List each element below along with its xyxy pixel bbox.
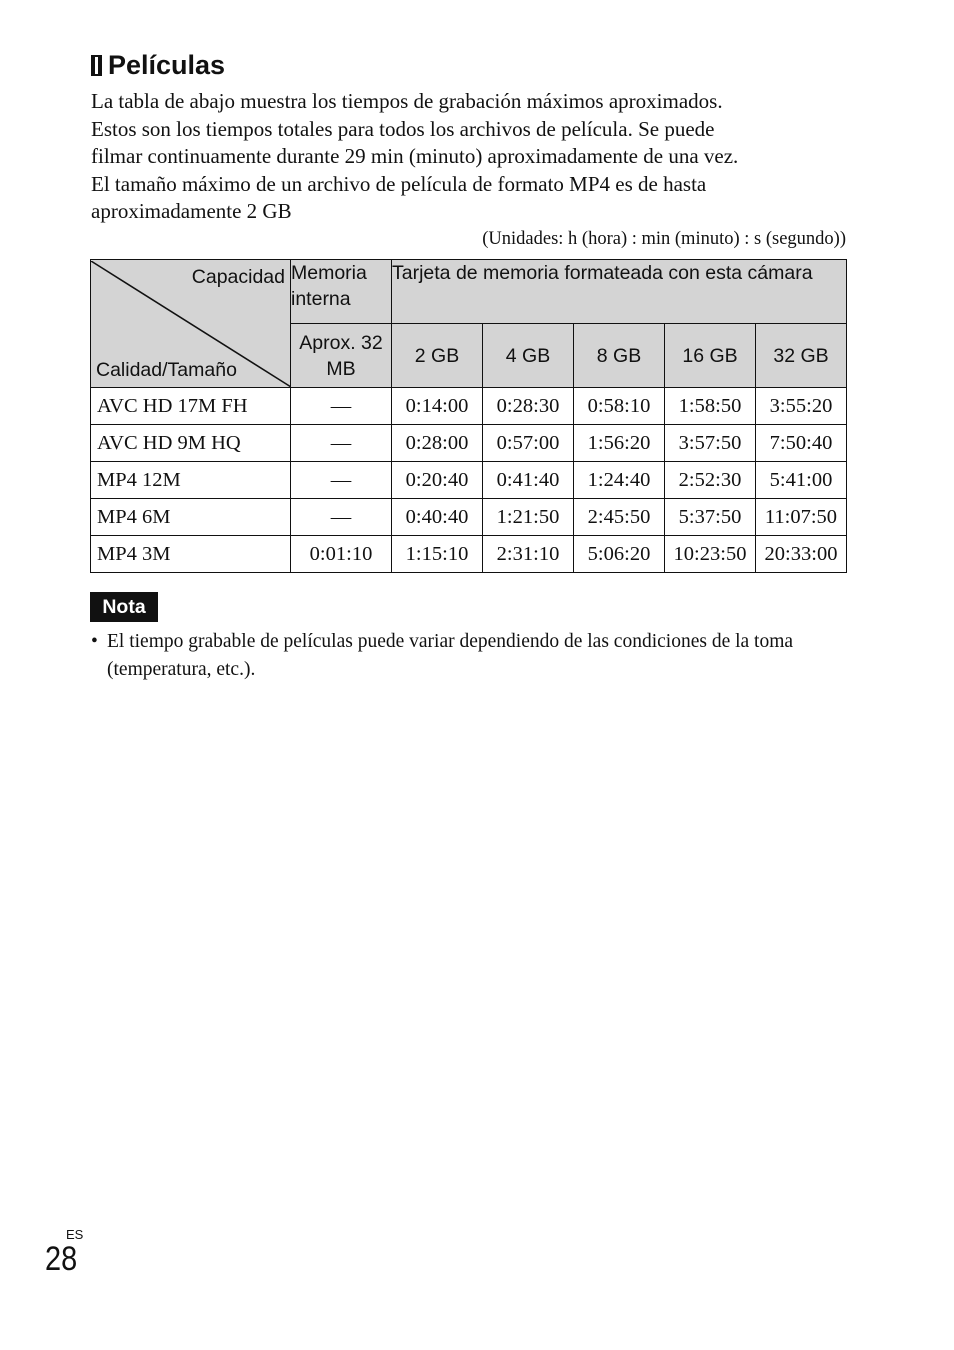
column-header: 32 GB (756, 324, 847, 388)
note-label: Nota (90, 592, 158, 622)
quality-cell: AVC HD 17M FH (91, 388, 291, 425)
column-header: 2 GB (392, 324, 483, 388)
section-heading (91, 48, 225, 82)
time-cell: 0:57:00 (483, 425, 574, 462)
quality-cell: MP4 6M (91, 499, 291, 536)
time-cell: — (291, 499, 392, 536)
time-cell: 1:56:20 (574, 425, 665, 462)
time-cell: 20:33:00 (756, 536, 847, 573)
table-row (91, 536, 847, 573)
time-cell: 0:58:10 (574, 388, 665, 425)
time-cell: 5:37:50 (665, 499, 756, 536)
heading-marker-icon (91, 55, 102, 76)
time-cell: 3:55:20 (756, 388, 847, 425)
intro-line: Estos son los tiempos totales para todos los archivos de película. Se puede (91, 116, 715, 141)
table-corner-header (91, 260, 291, 388)
column-header: Aprox. 32 MB (291, 324, 392, 388)
table-row (91, 425, 847, 462)
quality-cell: MP4 12M (91, 462, 291, 499)
table-row (91, 388, 847, 425)
intro-paragraph (91, 88, 851, 226)
note-item (91, 628, 851, 684)
recording-time-table (90, 259, 847, 573)
time-cell: 5:06:20 (574, 536, 665, 573)
page-number: 28 (45, 1240, 78, 1278)
column-header: 8 GB (574, 324, 665, 388)
bullet-icon: • (91, 631, 98, 652)
time-cell: 1:15:10 (392, 536, 483, 573)
time-cell: 11:07:50 (756, 499, 847, 536)
internal-memory-header: Memoria interna (291, 260, 392, 324)
intro-line: La tabla de abajo muestra los tiempos de grabación máximos aproximados. (91, 89, 723, 113)
time-cell: 1:58:50 (665, 388, 756, 425)
time-cell: 2:31:10 (483, 536, 574, 573)
column-header: 4 GB (483, 324, 574, 388)
memory-card-header: Tarjeta de memoria formateada con esta cámara (392, 260, 847, 324)
table-row (91, 462, 847, 499)
note-text: El tiempo grabable de películas puede variar dependiendo de las condiciones de la toma (temperatura, etc.). (107, 631, 794, 680)
time-cell: 7:50:40 (756, 425, 847, 462)
time-cell: 0:01:10 (291, 536, 392, 573)
time-cell: 2:45:50 (574, 499, 665, 536)
corner-quality-label: Calidad/Tamaño (96, 358, 237, 381)
intro-line: filmar continuamente durante 29 min (minuto) aproximadamente de una vez. (91, 144, 739, 168)
time-cell: 5:41:00 (756, 462, 847, 499)
time-cell: 0:40:40 (392, 499, 483, 536)
table-row (91, 499, 847, 536)
language-code: ES (66, 1227, 84, 1242)
time-cell: 0:41:40 (483, 462, 574, 499)
section-title: Películas (108, 50, 226, 80)
corner-capacity-label: Capacidad (191, 265, 285, 288)
time-cell: 0:28:30 (483, 388, 574, 425)
time-cell: 1:21:50 (483, 499, 574, 536)
time-cell: — (291, 388, 392, 425)
time-cell: 10:23:50 (665, 536, 756, 573)
column-header: 16 GB (665, 324, 756, 388)
intro-line: El tamaño máximo de un archivo de película de formato MP4 es de hasta (91, 171, 707, 196)
quality-cell: MP4 3M (91, 536, 291, 573)
time-cell: — (291, 425, 392, 462)
quality-cell: AVC HD 9M HQ (91, 425, 291, 462)
time-cell: — (291, 462, 392, 499)
time-cell: 3:57:50 (665, 425, 756, 462)
units-note: (Unidades: h (hora) : min (minuto) : s (segundo)) (482, 229, 846, 249)
time-cell: 0:20:40 (392, 462, 483, 499)
time-cell: 0:28:00 (392, 425, 483, 462)
intro-line: aproximadamente 2 GB (91, 199, 292, 223)
time-cell: 1:24:40 (574, 462, 665, 499)
time-cell: 0:14:00 (392, 388, 483, 425)
time-cell: 2:52:30 (665, 462, 756, 499)
